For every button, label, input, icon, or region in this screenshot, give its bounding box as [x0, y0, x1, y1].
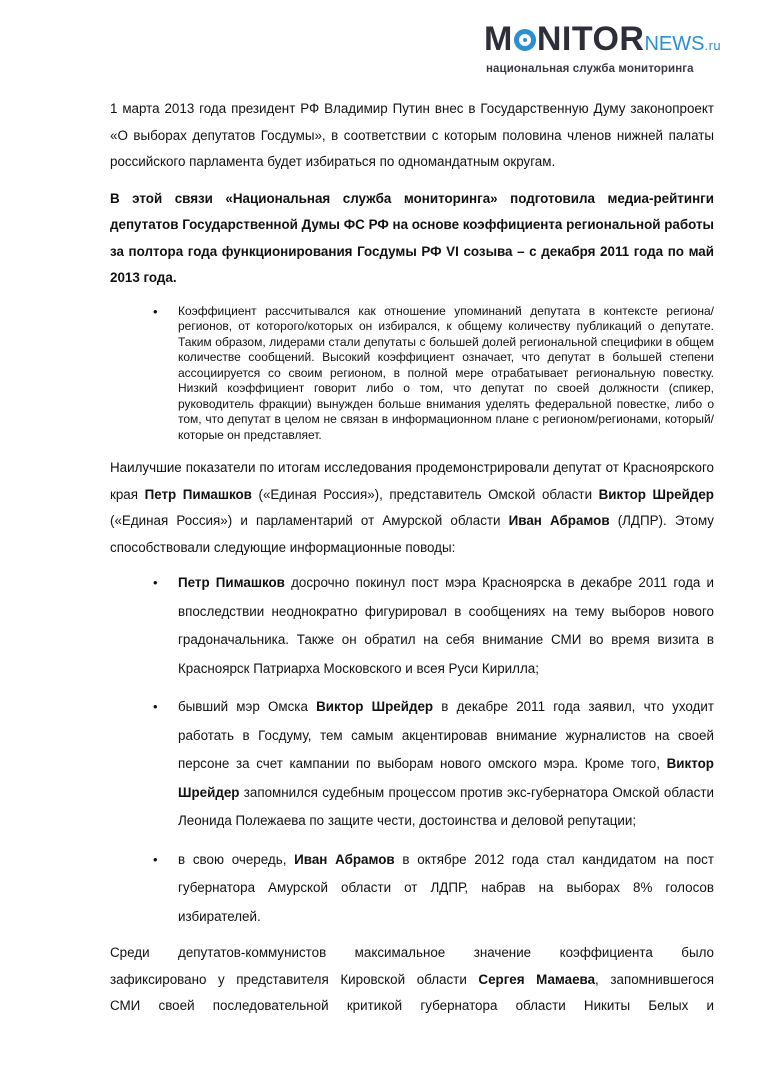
logo-news: NEWS [644, 33, 705, 55]
logo-letter-m: M [484, 20, 513, 58]
list-item: • бывший мэр Омска Виктор Шрейдер в декабре 2011 года заявил, что уходит работать в Госдуму, тем самым акцентировав внимание журналистов на своей персоне за счет кампании по выборам нового омского мэра. Кроме того, Виктор Шрейдер запомнился судебным процессом против экс-губернатора Омской области Леонида Полежаева по защите чести, достоинства и деловой репутации; [153, 693, 714, 836]
monitornews-logo [484, 20, 722, 75]
deputy-name: Иван Абрамов [294, 851, 395, 867]
bullet-icon: • [153, 575, 158, 590]
list-item: • Петр Пимашков досрочно покинул пост мэра Красноярска в декабре 2011 года и впоследствии неоднократно фигурировал в сообщениях на тему выборов нового градоначальника. Также он обратил на себя внимание СМИ во время визита в Красноярск Патриарха Московского и всея Руси Кирилла; [153, 569, 714, 683]
logo-tld: .ru [704, 38, 722, 53]
deputy-name: Виктор Шрейдер [316, 699, 434, 714]
method-list [153, 304, 714, 444]
logo-letters-nitor: NITOR [536, 20, 645, 58]
bullet-icon: • [153, 699, 158, 714]
events-list [153, 569, 714, 931]
method-note: Коэффициент рассчитывался как отношение упоминаний депутата в контексте региона/регионов, от которого/которых он избирался, к общему количеству публикаций о депутате. Таким образом, лидерами стали депутаты с большей долей региональной специфики в общем количестве сообщений. Высокий коэффициент означает, что депутат в большей степени ассоциируется со своим регионом, в полной мере отрабатывает региональную повестку. Низкий коэффициент говорит либо о том, что депутат по своей должности (спикер, руководитель фракции) вынужден больше внимания уделять федеральной повестке, либо о том, что депутат в целом не связан в информационном плане с регионом/регионами, который/которые он представляет. [178, 303, 714, 442]
logo-tagline: национальная служба мониторинга [486, 63, 694, 75]
document-body [110, 96, 714, 1020]
communists-paragraph [110, 940, 714, 1020]
text-line: СМИ своей последовательной критикой губернатора области Никиты Белых и [110, 998, 714, 1013]
logo-o-icon [514, 29, 536, 51]
deputy-name: Иван Абрамов [508, 513, 610, 528]
intro-paragraph: 1 марта 2013 года президент РФ Владимир Путин внес в Государственную Думу законопроект «О выборах депутатов Госдумы», в соответствии с которым половина членов нижней палаты российского парламента будет избираться по одномандатным округам. [110, 101, 714, 169]
deputy-name: Петр Пимашков [144, 486, 252, 502]
deputy-name: Виктор Шрейдер [178, 756, 714, 800]
text-line: зафиксировано у представителя Кировской области Сергея Мамаева, запомнившегося [110, 971, 715, 987]
leaders-paragraph: Наилучшие показатели по итогам исследования продемонстрировали депутат от Красноярского края Петр Пимашков («Единая Россия»), представитель Омской области Виктор Шрейдер («Единая Россия») и парламентарий от Амурской области Иван Абрамов (ЛДПР). Этому способствовали следующие информационные поводы: [110, 460, 714, 555]
text-line: Среди депутатов-коммунистов максимальное значение коэффициента было [110, 945, 714, 960]
deputy-name: Виктор Шрейдер [598, 486, 714, 502]
deputy-name: Сергея Мамаева [478, 971, 596, 987]
logo-wordmark [484, 20, 722, 63]
list-item [153, 304, 714, 444]
rating-paragraph: В этой связи «Национальная служба мониторинга» подготовила медиа-рейтинги депутатов Государственной Думы ФС РФ на основе коэффициента региональной работы за полтора года функционирования Госдумы РФ VI созыва – с декабря 2011 года по май 2013 года. [110, 190, 714, 285]
list-item: • в свою очередь, Иван Абрамов в октябре 2012 года стал кандидатом на пост губернатора Амурской области от ЛДПР, набрав на выборах 8% голосов избирателей. [153, 846, 714, 932]
bullet-icon: • [153, 851, 158, 867]
deputy-name: Петр Пимашков [178, 575, 285, 590]
bullet-icon: • [153, 303, 158, 319]
